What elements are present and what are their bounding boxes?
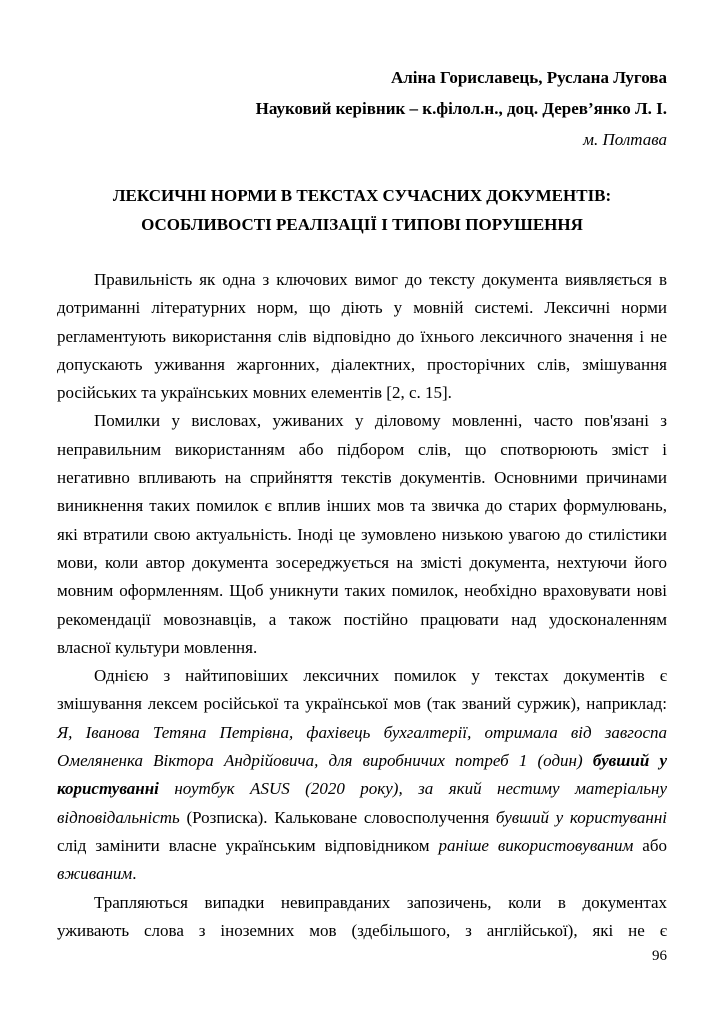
paragraph-3-run-8: або [633,835,667,855]
authors-line: Аліна Гориславець, Руслана Лугова [390,68,667,87]
city-line: м. Полтава [583,130,667,149]
paragraph-3-run-5: бувший у користуванні [495,807,667,827]
paragraph-2: Помилки у висловах, уживаних у діловому мовленні, часто пов'язані з неправильним використанням або підбором слів, що спотворюють зміст і негативно впливають на сприйняття текстів документів. Основними причинами виникнення таких помилок є вплив інших мов та звичка до старих формулювань, які втратили свою актуальність. Іноді це зумовлено низькою увагою до стилістики мови, коли автор документа зосереджується на змісті документа, нехтуючи його мовним оформленням. Щоб уникнути таких помилок, необхідно враховувати нові рекомендації мовознавців, а також постійно працювати над удосконаленням власної культури мовлення. [57,411,667,657]
paragraph-3-run-3: ноутбук ASUS (2020 року), за який нестиму матеріальну відповідальність [57,779,667,827]
paragraph-3-run-10: . [132,864,137,884]
paragraph-3-run-6: слід замінити власне українським відповідником [57,835,439,855]
author-block [57,62,667,155]
article-title-line-1: ЛЕКСИЧНІ НОРМИ В ТЕКСТАХ СУЧАСНИХ ДОКУМЕНТІВ: [112,186,612,205]
article-title [57,181,667,239]
paragraph-3-run-7: раніше використовуваним [438,835,634,855]
paragraph-3-run-0: Однією з найтиповіших лексичних помилок у текстах документів є змішування лексем російської та української мов (так званий суржик), наприклад: [57,666,667,714]
paragraph-3-run-4: (Розписка). Кальковане словосполучення [186,807,496,827]
paragraph-3-run-9: вживаним [57,864,133,884]
paragraph-3-run-1: Я, Іванова Тетяна Петрівна, фахівець бухгалтерії, отримала від завгоспа Омеляненка Віктора Андрійовича, для виробничих потреб 1 (один) [57,722,667,771]
paragraph-3 [57,662,667,888]
article-title-line-2: ОСОБЛИВОСТІ РЕАЛІЗАЦІЇ І ТИПОВІ ПОРУШЕННЯ [141,215,583,234]
paragraph-3-run-2: бувший у користуванні [57,751,668,799]
supervisor-line: Науковий керівник – к.філол.н., доц. Дерев’янко Л. І. [255,99,667,118]
paragraph-1: Правильність як одна з ключових вимог до тексту документа виявляється в дотриманні літературних норм, що діють у мовній системі. Лексичні норми регламентують використання слів відповідно до їхнього лексичного значення і не допускають уживання жаргонних, діалектних, просторічних слів, змішування російських та українських мовних елементів [2, с. 15]. [57,270,667,403]
page-number: 96 [652,948,667,965]
paragraph-4: Трапляються випадки невиправданих запозичень, коли в документах уживають слова з іноземних мов (здебільшого, з англійської), які не є [57,892,667,940]
